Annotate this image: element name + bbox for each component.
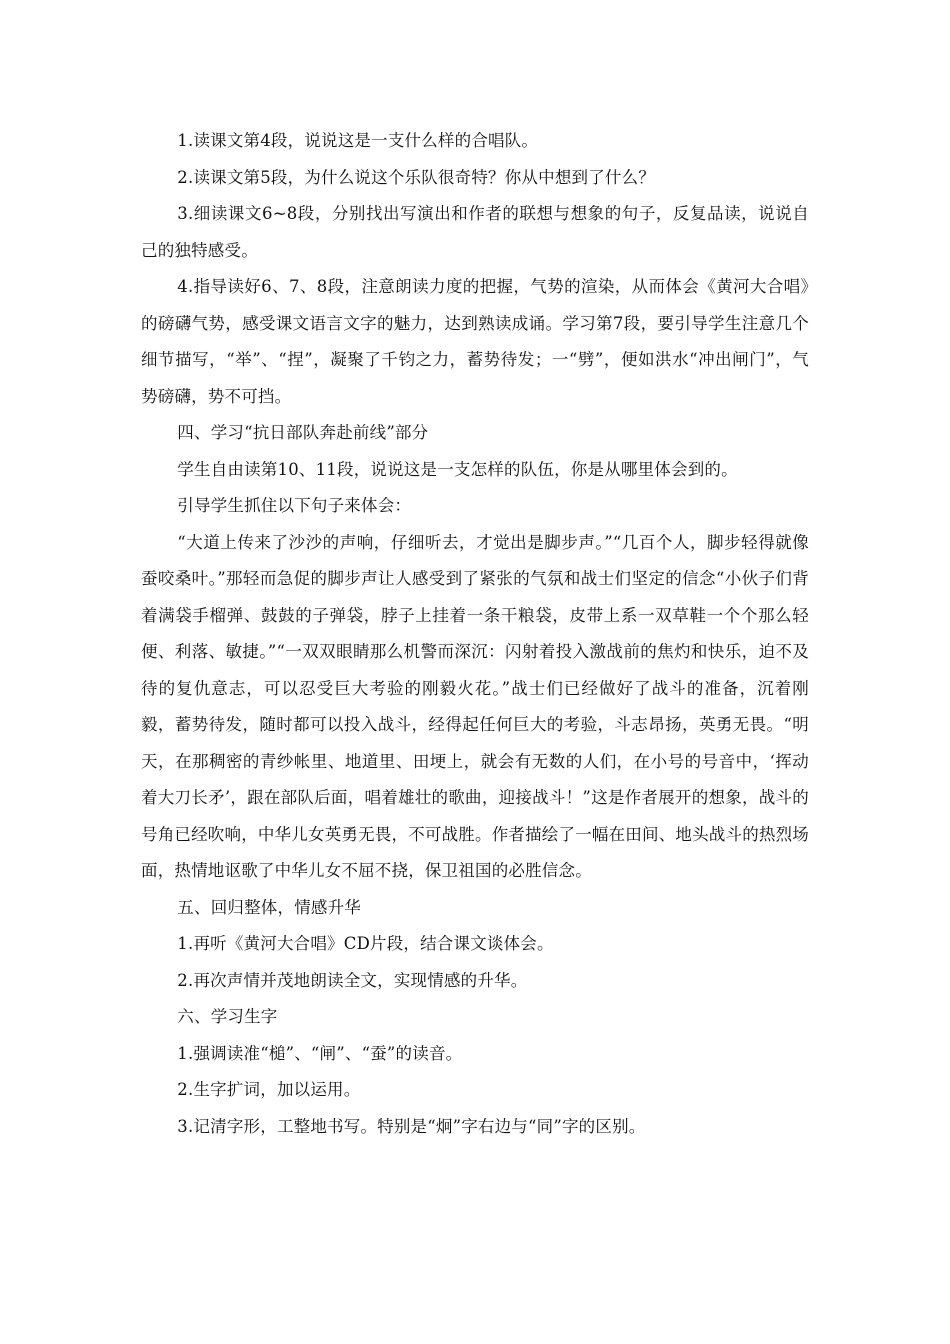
section-heading: 四、学习“抗日部队奔赴前线”部分 xyxy=(177,423,429,442)
paragraph: 3.细读课文6~8段，分别找出写演出和作者的联想与想象的句子，反复品读，说说自己的独特感受。 xyxy=(141,204,809,260)
paragraph: 3.记清字形，工整地书写。特别是“炯”字右边与“同”字的区别。 xyxy=(177,1116,646,1136)
paragraph: 1.读课文第4段，说说这是一支什么样的合唱队。 xyxy=(177,131,539,150)
section-heading: 六、学习生字 xyxy=(177,1007,278,1026)
paragraph: 1.再听《黄河大合唱》CD片段，结合课文谈体会。 xyxy=(177,934,554,953)
paragraph: 2.再次声情并茂地朗读全文，实现情感的升华。 xyxy=(177,970,528,990)
paragraph: 引导学生抓住以下句子来体会： xyxy=(177,496,412,515)
paragraph: “大道上传来了沙沙的声响，仔细听去，才觉出是脚步声。”“几百个人，脚步轻得就像蚕咬桑叶。”那轻而急促的脚步声让人感受到了紧张的气氛和战士们坚定的信念“小伙子们背着满袋手榴弹、鼓鼓的子弹袋，脖子上挂着一条干粮袋，皮带上系一双草鞋一个个那么轻便、利落、敏捷。”“一双双眼睛那么机警而深沉：闪射着投入激战前的焦灼和快乐，迫不及待的复仇意志，可以忍受巨大考验的刚毅火花。”战士们已经做好了战斗的准备，沉着刚毅，蓄势待发，随时都可以投入战斗，经得起任何巨大的考验，斗志昂扬，英勇无畏。“明天，在那稠密的青纱帐里、地道里、田埂上，就会有无数的人们，在小号的号音中，‘挥动着大刀长矛’，跟在部队后面，唱着雄壮的歌曲，迎接战斗！”这是作者展开的想象，战斗的号角已经吹响，中华儿女英勇无畏，不可战胜。作者描绘了一幅在田间、地头战斗的热烈场面，热情地讴歌了中华儿女不屈不挠，保卫祖国的必胜信念。 xyxy=(141,532,809,880)
section-heading: 五、回归整体，情感升华 xyxy=(177,897,361,917)
paragraph: 4.指导读好6、7、8段，注意朗读力度的把握，气势的渲染，从而体会《黄河大合唱》的磅礴气势，感受课文语言文字的魅力，达到熟读成诵。学习第7段，要引导学生注意几个细节描写，“举”、“捏”，凝聚了千钧之力，蓄势待发；一“劈”，便如洪水“冲出闸门”，气势磅礴，势不可挡。 xyxy=(141,277,809,406)
paragraph: 2.生字扩词，加以运用。 xyxy=(177,1080,361,1099)
paragraph: 2.读课文第5段，为什么说这个乐队很奇特？你从中想到了什么？ xyxy=(177,167,656,187)
document-body xyxy=(141,123,809,1145)
paragraph: 学生自由读第10、11段，说说这是一支怎样的队伍，你是从哪里体会到的。 xyxy=(177,459,738,479)
paragraph: 1.强调读准“槌”、“闸”、“蚕”的读音。 xyxy=(177,1043,463,1063)
